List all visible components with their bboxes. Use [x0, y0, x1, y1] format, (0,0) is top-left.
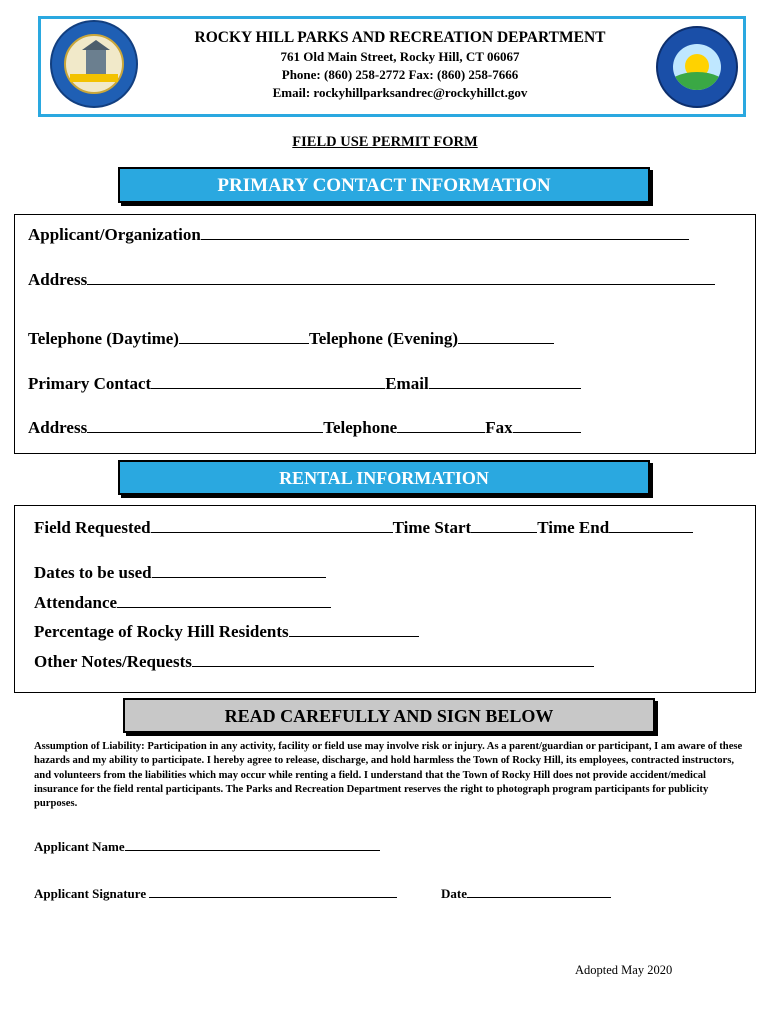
date-row — [441, 886, 611, 902]
percentage-field[interactable] — [289, 622, 419, 637]
primary-contact-banner: PRIMARY CONTACT INFORMATION — [118, 167, 650, 203]
address2-label: Address — [28, 418, 88, 437]
notes-field[interactable] — [192, 652, 594, 667]
telephone-label: Telephone — [323, 418, 398, 437]
tel-eve-label: Telephone (Evening) — [308, 329, 459, 348]
date-label: Date — [441, 886, 467, 901]
dates-field[interactable] — [152, 563, 326, 578]
tel-day-label: Telephone (Daytime) — [28, 329, 179, 348]
field-requested-label: Field Requested — [34, 518, 151, 537]
time-end-label: Time End — [537, 518, 610, 537]
applicant-signature-label: Applicant Signature — [34, 886, 147, 901]
time-end-field[interactable] — [609, 518, 693, 533]
applicant-org-row — [28, 225, 689, 245]
hill-icon — [673, 72, 721, 90]
attendance-row — [34, 593, 331, 613]
time-start-field[interactable] — [471, 518, 537, 533]
primary-contact-field[interactable] — [151, 374, 385, 389]
seal-building-icon — [86, 50, 106, 74]
applicant-name-field[interactable] — [125, 839, 380, 851]
primary-contact-row — [28, 374, 581, 394]
telephone-row — [28, 329, 554, 349]
percentage-row — [34, 622, 419, 642]
department-address: 761 Old Main Street, Rocky Hill, CT 06067 — [280, 49, 520, 64]
email-field[interactable] — [429, 374, 581, 389]
adopted-date: Adopted May 2020 — [575, 963, 673, 977]
town-seal-logo — [50, 20, 138, 108]
address-row — [28, 270, 715, 290]
address2-row — [28, 418, 581, 438]
field-requested-row — [34, 518, 693, 538]
email-label: Email — [385, 374, 429, 393]
parks-recreation-logo — [656, 26, 738, 108]
logo-scene — [673, 44, 721, 90]
department-title: ROCKY HILL PARKS AND RECREATION DEPARTMENT — [194, 29, 606, 46]
dates-label: Dates to be used — [34, 563, 152, 582]
address-field[interactable] — [87, 270, 715, 285]
applicant-name-label: Applicant Name — [34, 839, 125, 854]
applicant-org-field[interactable] — [201, 225, 689, 240]
address2-field[interactable] — [87, 418, 323, 433]
tel-eve-field[interactable] — [458, 329, 554, 344]
fax-label: Fax — [485, 418, 513, 437]
department-phone-fax: Phone: (860) 258-2772 Fax: (860) 258-7666 — [281, 67, 519, 82]
tel-day-field[interactable] — [179, 329, 309, 344]
department-email: Email: rockyhillparksandrec@rockyhillct.gov — [272, 85, 528, 100]
seal-center — [64, 34, 124, 94]
field-requested-field[interactable] — [151, 518, 393, 533]
notes-row — [34, 652, 594, 672]
liability-text: Assumption of Liability: Participation in any activity, facility or field use may involve risk or injury. As a parent/guardian or participant, I am aware of these hazards and my ability to participate. I hereby agree to release, discharge, and hold harmless the Town of Rocky Hill, its employees, contracted instructors, and volunteers from the liabilities which may occur while renting a field. I understand that the Town of Rocky Hill does not provide accident/medical insurance for the field rental participants. The Parks and Recreation Department reserves the right to photograph program participants for publicity purposes. — [34, 741, 743, 810]
percentage-label: Percentage of Rocky Hill Residents — [34, 622, 289, 641]
signature-row — [34, 886, 397, 902]
rental-info-banner: RENTAL INFORMATION — [118, 460, 650, 495]
notes-label: Other Notes/Requests — [34, 652, 192, 671]
dates-row — [34, 563, 326, 583]
applicant-name-row — [34, 839, 380, 855]
applicant-signature-field[interactable] — [149, 886, 397, 898]
seal-ribbon — [70, 74, 118, 82]
form-title: FIELD USE PERMIT FORM — [292, 134, 478, 150]
sign-banner: READ CAREFULLY AND SIGN BELOW — [123, 698, 655, 733]
primary-contact-label: Primary Contact — [28, 374, 152, 393]
attendance-field[interactable] — [117, 593, 331, 608]
attendance-label: Attendance — [34, 593, 118, 612]
date-field[interactable] — [467, 886, 611, 898]
fax-field[interactable] — [513, 418, 581, 433]
applicant-org-label: Applicant/Organization — [28, 225, 201, 244]
telephone-field[interactable] — [397, 418, 485, 433]
time-start-label: Time Start — [392, 518, 472, 537]
address-label: Address — [28, 270, 88, 289]
